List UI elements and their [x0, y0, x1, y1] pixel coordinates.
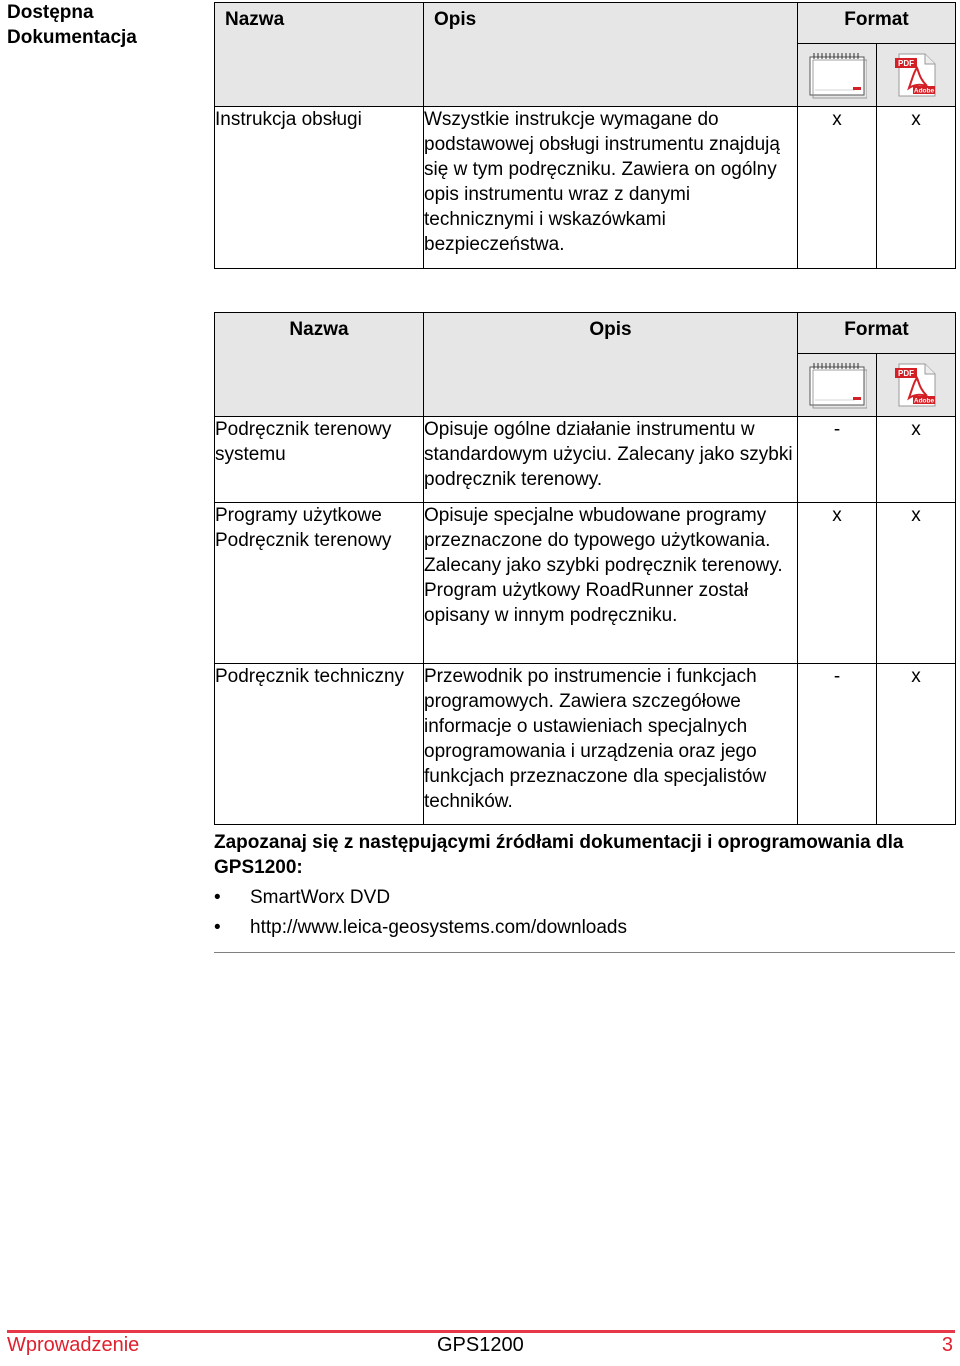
- source-download-link[interactable]: http://www.leica-geosystems.com/downloads: [250, 917, 627, 938]
- doc-name: Programy użytkowe Podręcznik terenowy: [215, 503, 424, 664]
- doc-description: Opisuje ogólne działanie instrumentu w standardowym użyciu. Zalecany jako szybki podręcznik terenowy.: [424, 417, 798, 503]
- list-item: [214, 883, 627, 913]
- svg-text:Adobe: Adobe: [913, 397, 935, 405]
- divider: [214, 952, 955, 953]
- column-header-name: Nazwa: [215, 3, 424, 107]
- svg-text:Adobe: Adobe: [913, 87, 935, 95]
- doc-description: Opisuje specjalne wbudowane programy przeznaczone do typowego użytkowania. Zalecany jako szybki podręcznik terenowy. Program użytkowy RoadRunner został opisany w innym podręczniku.: [424, 503, 798, 664]
- doc-name: Instrukcja obsługi: [215, 107, 424, 269]
- bullet-icon: •: [214, 887, 221, 908]
- table-row: [215, 503, 956, 664]
- doc-description: Przewodnik po instrumencie i funkcjach programowych. Zawiera szczegółowe informacje o ustawieniach specjalnych oprogramowania i urządzenia oraz jego funkcjach przeznaczone dla specjalistów techników.: [424, 664, 798, 825]
- svg-text:PDF: PDF: [898, 59, 914, 68]
- table-row: [215, 107, 956, 269]
- section-title-line1: Dostępna: [7, 2, 94, 23]
- doc-name: Podręcznik techniczny: [215, 664, 424, 825]
- sources-heading: Zapozanaj się z następującymi źródłami dokumentacji i oprogramowania dla GPS1200:: [214, 832, 904, 878]
- documentation-table-2: [214, 312, 956, 825]
- section-title-line2: Dokumentacja: [7, 27, 137, 48]
- column-header-desc: Opis: [424, 3, 798, 107]
- footer-section-name: Wprowadzenie: [7, 1334, 140, 1356]
- column-header-desc: Opis: [424, 313, 798, 417]
- source-smartworx-dvd: SmartWorx DVD: [250, 887, 391, 908]
- pdf-adobe-icon: [877, 354, 956, 417]
- print-availability: x: [798, 107, 877, 269]
- svg-text:PDF: PDF: [898, 369, 914, 378]
- doc-description: Wszystkie instrukcje wymagane do podstawowej obsługi instrumentu znajdują się w tym podręczniku. Zawiera on ogólny opis instrumentu wraz z danymi technicznymi i wskazówkami bezpieczeństwa.: [424, 107, 798, 269]
- print-availability: -: [798, 417, 877, 503]
- footer-rule: [7, 1330, 955, 1333]
- pdf-availability: x: [877, 107, 956, 269]
- print-availability: -: [798, 664, 877, 825]
- pdf-availability: x: [877, 503, 956, 664]
- column-header-format: Format: [798, 3, 956, 44]
- sources-list: [214, 883, 627, 943]
- doc-name: Podręcznik terenowy systemu: [215, 417, 424, 503]
- section-title: [7, 0, 197, 50]
- table-row: [215, 417, 956, 503]
- print-availability: x: [798, 503, 877, 664]
- page-number: 3: [941, 1334, 953, 1356]
- pdf-availability: x: [877, 417, 956, 503]
- pdf-availability: x: [877, 664, 956, 825]
- printed-manual-icon: [798, 354, 877, 417]
- printed-manual-icon: [798, 44, 877, 107]
- documentation-table-1: [214, 2, 956, 269]
- column-header-format: Format: [798, 313, 956, 354]
- column-header-name: Nazwa: [215, 313, 424, 417]
- pdf-adobe-icon: [877, 44, 956, 107]
- footer-product-name: GPS1200: [437, 1334, 524, 1356]
- list-item[interactable]: [214, 913, 627, 943]
- table-row: [215, 664, 956, 825]
- bullet-icon: •: [214, 917, 221, 938]
